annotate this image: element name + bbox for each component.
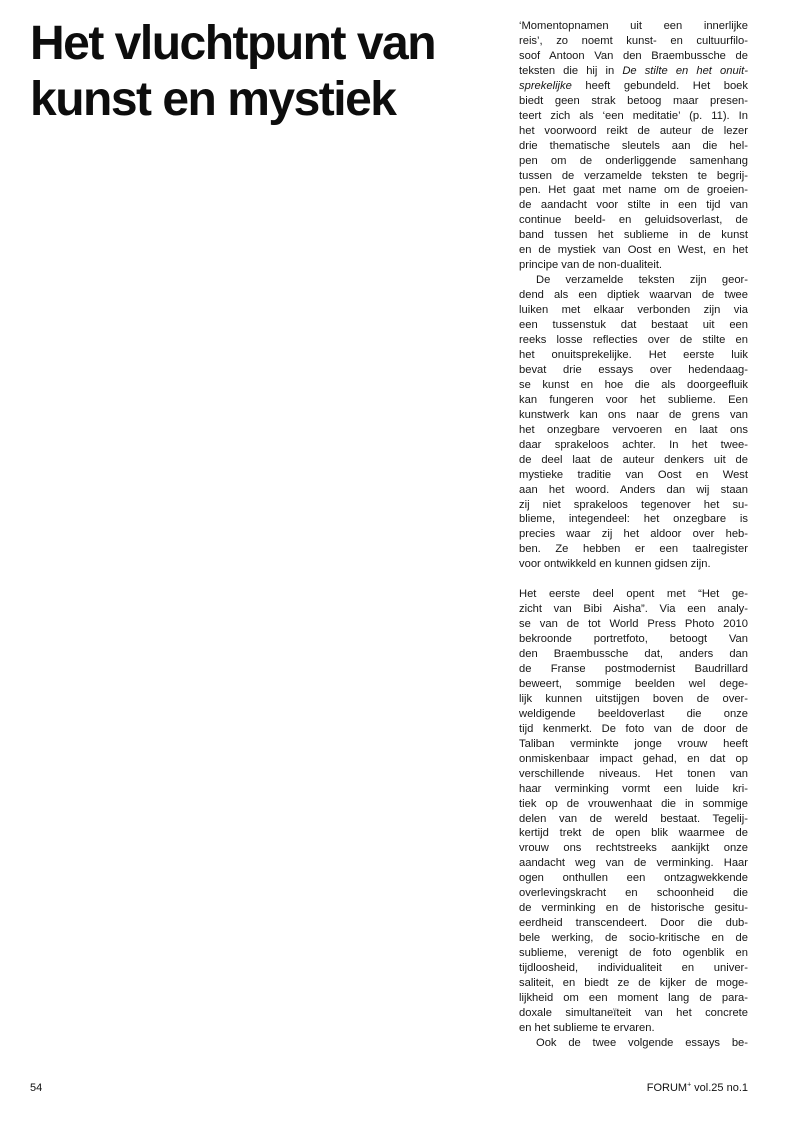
text-segment: eerdheid transcendeert. Door die dub-	[519, 917, 748, 930]
text-segment: De verzamelde teksten zijn geor-	[536, 274, 748, 287]
italic-text: De stilte en het onuit-	[622, 64, 748, 77]
text-line	[519, 363, 748, 378]
text-line	[519, 976, 748, 991]
text-segment: vrouw ons rechtstreeks aankijkt onze	[519, 842, 748, 855]
article-title	[30, 16, 500, 128]
text-line	[519, 512, 748, 527]
text-segment: saliteit, en biedt ze de kijker de moge-	[519, 976, 748, 989]
text-segment: kan fungeren voor het sublieme. Een	[519, 393, 748, 406]
text-segment: precies waar zij het aldoor over heb-	[519, 528, 748, 541]
text-segment: doxale simultaneïteit van het concrete	[519, 1006, 748, 1019]
text-line	[519, 333, 748, 348]
text-line	[519, 243, 748, 258]
text-line	[519, 901, 748, 916]
text-line	[519, 752, 748, 767]
text-line	[519, 198, 748, 213]
article-body	[519, 19, 748, 1051]
text-line	[519, 557, 748, 572]
text-line	[519, 871, 748, 886]
text-line	[519, 826, 748, 841]
text-segment: delen van de wereld bestaat. Tegelij-	[519, 812, 748, 825]
text-line	[519, 303, 748, 318]
text-line	[519, 782, 748, 797]
text-segment: het onuitsprekelijke. Het eerste luik	[519, 348, 748, 361]
text-segment: zicht van Bibi Aisha”. Via een analy-	[519, 603, 748, 616]
paragraph	[519, 273, 748, 572]
text-segment: ben. Ze hebben er een taalregister	[519, 543, 748, 556]
text-line	[519, 94, 748, 109]
text-line	[519, 946, 748, 961]
text-line	[519, 1021, 748, 1036]
text-segment: en het sublieme te ervaren.	[519, 1021, 655, 1034]
text-line	[519, 856, 748, 871]
text-segment: pen om de onderliggende samenhang	[519, 154, 748, 167]
text-segment: soof Antoon Van den Braembussche de	[519, 49, 748, 62]
text-line	[519, 587, 748, 602]
text-segment: onmiskenbaar impact gehad, en dat op	[519, 752, 748, 765]
text-segment: bevat drie essays over hedendaag-	[519, 363, 748, 376]
text-segment: zij niet sprakeloos tegenover het su-	[519, 498, 748, 511]
text-segment: de Franse postmodernist Baudrillard	[519, 662, 748, 675]
text-line	[519, 468, 748, 483]
text-segment: Ook de twee volgende essays be-	[536, 1036, 748, 1049]
text-segment: tijdloosheid, individualiteit en univer-	[519, 962, 748, 975]
text-segment: en de mystiek van Oost en West, en het	[519, 244, 748, 257]
text-line	[519, 109, 748, 124]
article-title-line-2: kunst en mystiek	[30, 73, 396, 126]
journal-brand: FORUM	[646, 1082, 688, 1094]
text-line	[519, 213, 748, 228]
journal-title	[647, 1082, 748, 1094]
text-segment: de aandacht voor stilte in een tijd van	[519, 199, 748, 212]
text-line	[519, 707, 748, 722]
text-line	[519, 542, 748, 557]
article-title-line-1: Het vluchtpunt van	[30, 17, 436, 70]
text-segment: ogen onthullen een ontzagwekkende	[519, 872, 748, 885]
text-line	[519, 1036, 748, 1051]
text-segment: tiek op de vrouwenhaat die in sommige	[519, 797, 748, 810]
text-line	[519, 991, 748, 1006]
text-line	[519, 1006, 748, 1021]
text-line	[519, 453, 748, 468]
text-line	[519, 722, 748, 737]
text-line	[519, 258, 748, 273]
text-line	[519, 423, 748, 438]
text-line	[519, 318, 748, 333]
text-line	[519, 378, 748, 393]
text-segment: principe van de non-dualiteit.	[519, 259, 663, 272]
text-line	[519, 393, 748, 408]
text-segment: teert zich als ‘een meditatie’ (p. 11). In	[519, 109, 748, 122]
text-segment: biedt geen strak betoog maar presen-	[519, 94, 748, 107]
text-segment: weldigende beeldoverlast die onze	[519, 707, 748, 720]
text-segment: reis’, zo noemt kunst- en cultuurfilo-	[519, 34, 748, 47]
text-segment: teksten die hij in	[519, 64, 623, 77]
text-segment: daar sprakeloos achter. In het twee-	[519, 438, 748, 451]
text-segment: dend als een diptiek waarvan de twee	[519, 289, 748, 302]
text-line	[519, 841, 748, 856]
text-line	[519, 169, 748, 184]
text-line	[519, 273, 748, 288]
text-line	[519, 228, 748, 243]
text-segment: se kunst en hoe die als doorgeefluik	[519, 378, 748, 391]
text-segment: drie thematische sleutels aan die hel-	[519, 139, 748, 152]
text-segment: het onzegbare vervoeren en laat ons	[519, 423, 748, 436]
text-segment: kertijd trekt de open blik waarmee de	[519, 827, 748, 840]
text-line	[519, 647, 748, 662]
text-line	[519, 797, 748, 812]
text-line	[519, 34, 748, 49]
text-line	[519, 408, 748, 423]
text-segment: reeks losse reflecties over de stilte en	[519, 334, 748, 347]
text-line	[519, 527, 748, 542]
text-segment: mystieke traditie van Oost en West	[519, 468, 748, 481]
text-line	[519, 288, 748, 303]
text-line	[519, 438, 748, 453]
text-segment: den Braembussche dat, anders dan	[519, 648, 748, 661]
text-segment: heeft gebundeld. Het boek	[571, 79, 748, 92]
text-line	[519, 602, 748, 617]
text-line	[519, 348, 748, 363]
text-line	[519, 617, 748, 632]
text-line	[519, 737, 748, 752]
text-segment: blieme, integendeel: het onzegbare is	[519, 513, 748, 526]
text-line	[519, 498, 748, 513]
text-segment: beweert, sommige beelden wel dege-	[519, 677, 748, 690]
journal-issue: vol.25 no.1	[694, 1082, 748, 1094]
text-segment: lijk kunnen uitstijgen boven de over-	[519, 692, 748, 705]
journal-brand-superscript: +	[687, 1081, 692, 1089]
text-segment: de verminking en de historische gesitu-	[519, 902, 748, 915]
text-line	[519, 767, 748, 782]
text-line	[519, 64, 748, 79]
text-line	[519, 916, 748, 931]
text-line	[519, 124, 748, 139]
text-segment: aandacht weg van de verminking. Haar	[519, 857, 748, 870]
page-number: 54	[30, 1082, 43, 1094]
text-segment: voor ontwikkeld en kunnen gidsen zijn.	[519, 558, 711, 571]
text-segment: een tussenstuk dat bestaat uit een	[519, 319, 748, 332]
text-segment: verschillende niveaus. Het tonen van	[519, 767, 748, 780]
text-line	[519, 632, 748, 647]
text-line	[519, 692, 748, 707]
text-line	[519, 183, 748, 198]
text-line	[519, 154, 748, 169]
text-segment: luiken met elkaar verbonden zijn via	[519, 304, 748, 317]
paragraph	[519, 587, 748, 1036]
text-segment: overlevingskracht en schoonheid die	[519, 887, 748, 900]
text-line	[519, 677, 748, 692]
text-line	[519, 886, 748, 901]
text-segment: Het eerste deel opent met “Het ge-	[519, 588, 748, 601]
text-segment: ‘Momentopnamen uit een innerlijke	[519, 20, 748, 32]
text-line	[519, 483, 748, 498]
italic-text: sprekelijke	[519, 79, 572, 92]
text-line	[519, 19, 748, 34]
text-line	[519, 961, 748, 976]
text-segment: haar verminking vormt een luide kri-	[519, 782, 748, 795]
text-segment: aan het woord. Anders dan wij staan	[519, 483, 748, 496]
text-segment: lijkheid om een moment lang de para-	[519, 991, 748, 1004]
text-segment: pen. Het gaat met name om de groeien-	[519, 184, 748, 197]
text-segment: bekroonde portretfoto, betoogt Van	[519, 633, 748, 646]
text-segment: kunstwerk kan ons naar de grens van	[519, 408, 748, 421]
text-line	[519, 812, 748, 827]
text-segment: continue beeld- en geluidsoverlast, de	[519, 214, 748, 227]
text-segment: bele werking, de socio-kritische en de	[519, 932, 748, 945]
text-segment: het voorwoord reikt de auteur de lezer	[519, 124, 748, 137]
text-segment: sublieme, verenigt de foto ogenblik en	[519, 947, 748, 960]
text-segment: Taliban verminkte jonge vrouw heeft	[519, 737, 748, 750]
text-segment: band tussen het sublieme in de kunst	[519, 229, 748, 242]
text-line	[519, 931, 748, 946]
text-line	[519, 662, 748, 677]
text-line	[519, 49, 748, 64]
page-footer	[30, 1082, 748, 1094]
text-segment: se van de tot World Press Photo 2010	[519, 618, 748, 631]
text-line	[519, 79, 748, 94]
text-segment: tussen de verzamelde teksten te begrij-	[519, 169, 748, 182]
paragraph	[519, 1036, 748, 1051]
text-line	[519, 139, 748, 154]
text-segment: de deel laat de auteur denkers uit de	[519, 453, 748, 466]
text-segment: tijd kenmerkt. De foto van de door de	[519, 722, 748, 735]
paragraph	[519, 19, 748, 273]
